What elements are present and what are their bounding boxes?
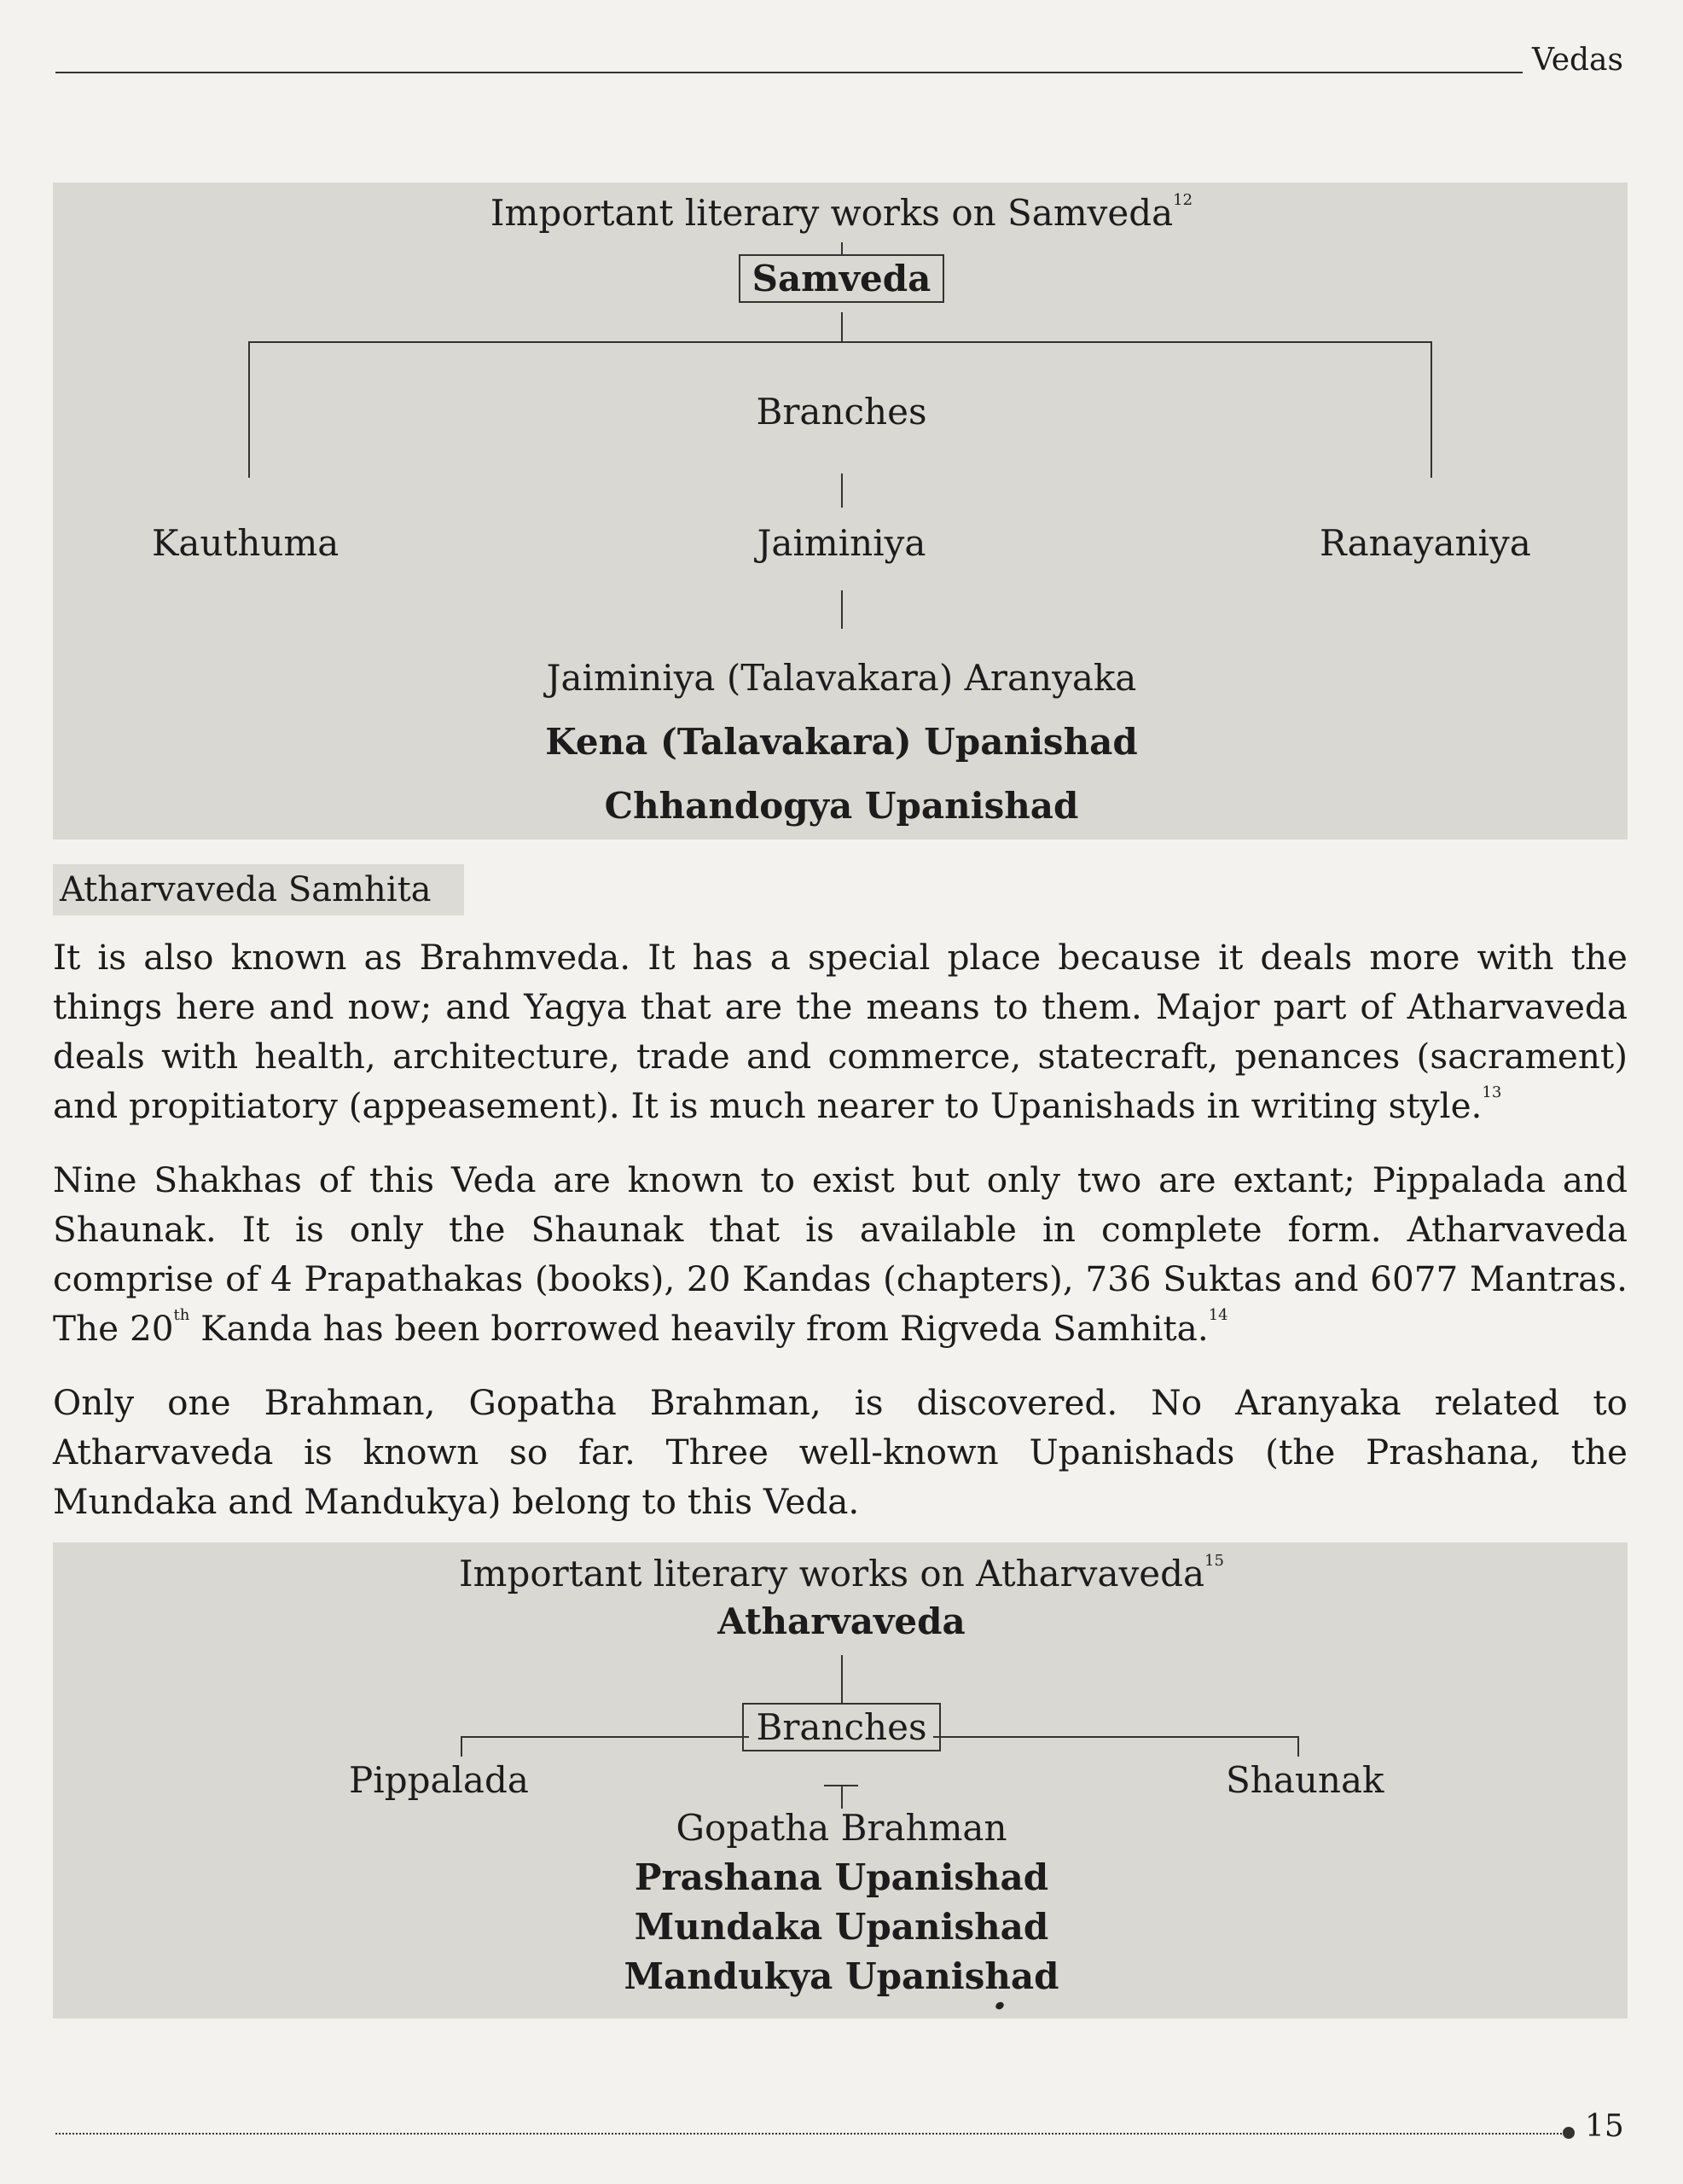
atharvaveda-chart-title: Important literary works on Atharvaveda$^{15}$ — [459, 1552, 1224, 1594]
connector — [841, 1785, 843, 1809]
branch-bar — [248, 341, 1431, 343]
branch-jaiminiya: Jaiminiya — [757, 522, 926, 564]
branch-kauthuma: Kauthuma — [152, 522, 340, 564]
footnote-ref: 15 — [1204, 1552, 1224, 1570]
connector-right — [1297, 1736, 1299, 1757]
footnote-ref: 12 — [1173, 191, 1193, 209]
branch-bar-left — [461, 1736, 749, 1738]
work-kena-upanishad: Kena (Talavakara) Upanishad — [545, 721, 1138, 763]
header-rule — [55, 72, 1523, 73]
running-head: Vedas — [1532, 43, 1623, 78]
footnote-ref: 13 — [1482, 1083, 1502, 1101]
work-mandukya-upanishad: Mandukya Upanishad — [624, 1955, 1059, 1997]
paragraph-2: Nine Shakhas of this Veda are known to exist but only two are extant; Pippalada and Shaunak. It is only the Shaunak that is available in complete form. Atharvaveda comprise of 4 Prapathakas (books), 20 Kandas (chapters), 736 Suktas and 6077 Mantras. The 20th Kanda has been borrowed heavily from Rigveda Samhita.$^{14}$ — [53, 1159, 1628, 1349]
work-prashana-upanishad: Prashana Upanishad — [634, 1856, 1049, 1898]
work-jaiminiya-aranyaka: Jaiminiya (Talavakara) Aranyaka — [546, 657, 1137, 699]
connector — [841, 312, 843, 341]
paragraph-1: It is also known as Brahmveda. It has a special place because it deals more with the things here and now; and Yagya that are the means to them. Major part of Atharvaveda deals with health, architecture, trade and commerce, statecraft, penances (sacrament) and propitiatory (appeasement). It is much nearer to Upanishads in writing style.$^{13}$ — [53, 937, 1628, 1126]
branch-shaunak: Shaunak — [1226, 1759, 1384, 1801]
connector — [841, 473, 843, 508]
section-heading: Atharvaveda Samhita — [53, 864, 464, 915]
footnote-ref: 14 — [1208, 1306, 1228, 1324]
samveda-branches-label: Branches — [756, 391, 927, 433]
work-gopatha-brahman: Gopatha Brahman — [676, 1807, 1007, 1849]
branch-pippalada: Pippalada — [349, 1759, 529, 1801]
work-mundaka-upanishad: Mundaka Upanishad — [634, 1906, 1049, 1948]
branch-ranayaniya: Ranayaniya — [1320, 522, 1531, 564]
connector-left — [461, 1736, 462, 1757]
page-number: 15 — [1585, 2109, 1624, 2144]
branch-bar-right — [933, 1736, 1298, 1738]
samveda-chart-title: Important literary works on Samveda$^{12}$ — [490, 191, 1193, 234]
atharvaveda-root-node: Atharvaveda — [717, 1600, 966, 1642]
atharvaveda-branches-label: Branches — [0, 1706, 1683, 1748]
footer-rule — [55, 2133, 1565, 2135]
connector — [841, 590, 843, 629]
paragraph-3: Only one Brahman, Gopatha Brahman, is discovered. No Aranyaka related to Atharvaveda is known so far. Three well-known Upanishads (the Prashana, the Mundaka and Mandukya) belong to this Veda. — [53, 1382, 1628, 1522]
footer-bullet — [1563, 2127, 1575, 2139]
samveda-root-node: Samveda — [0, 258, 1683, 299]
work-chhandogya-upanishad: Chhandogya Upanishad — [604, 785, 1079, 827]
connector — [841, 1655, 843, 1710]
